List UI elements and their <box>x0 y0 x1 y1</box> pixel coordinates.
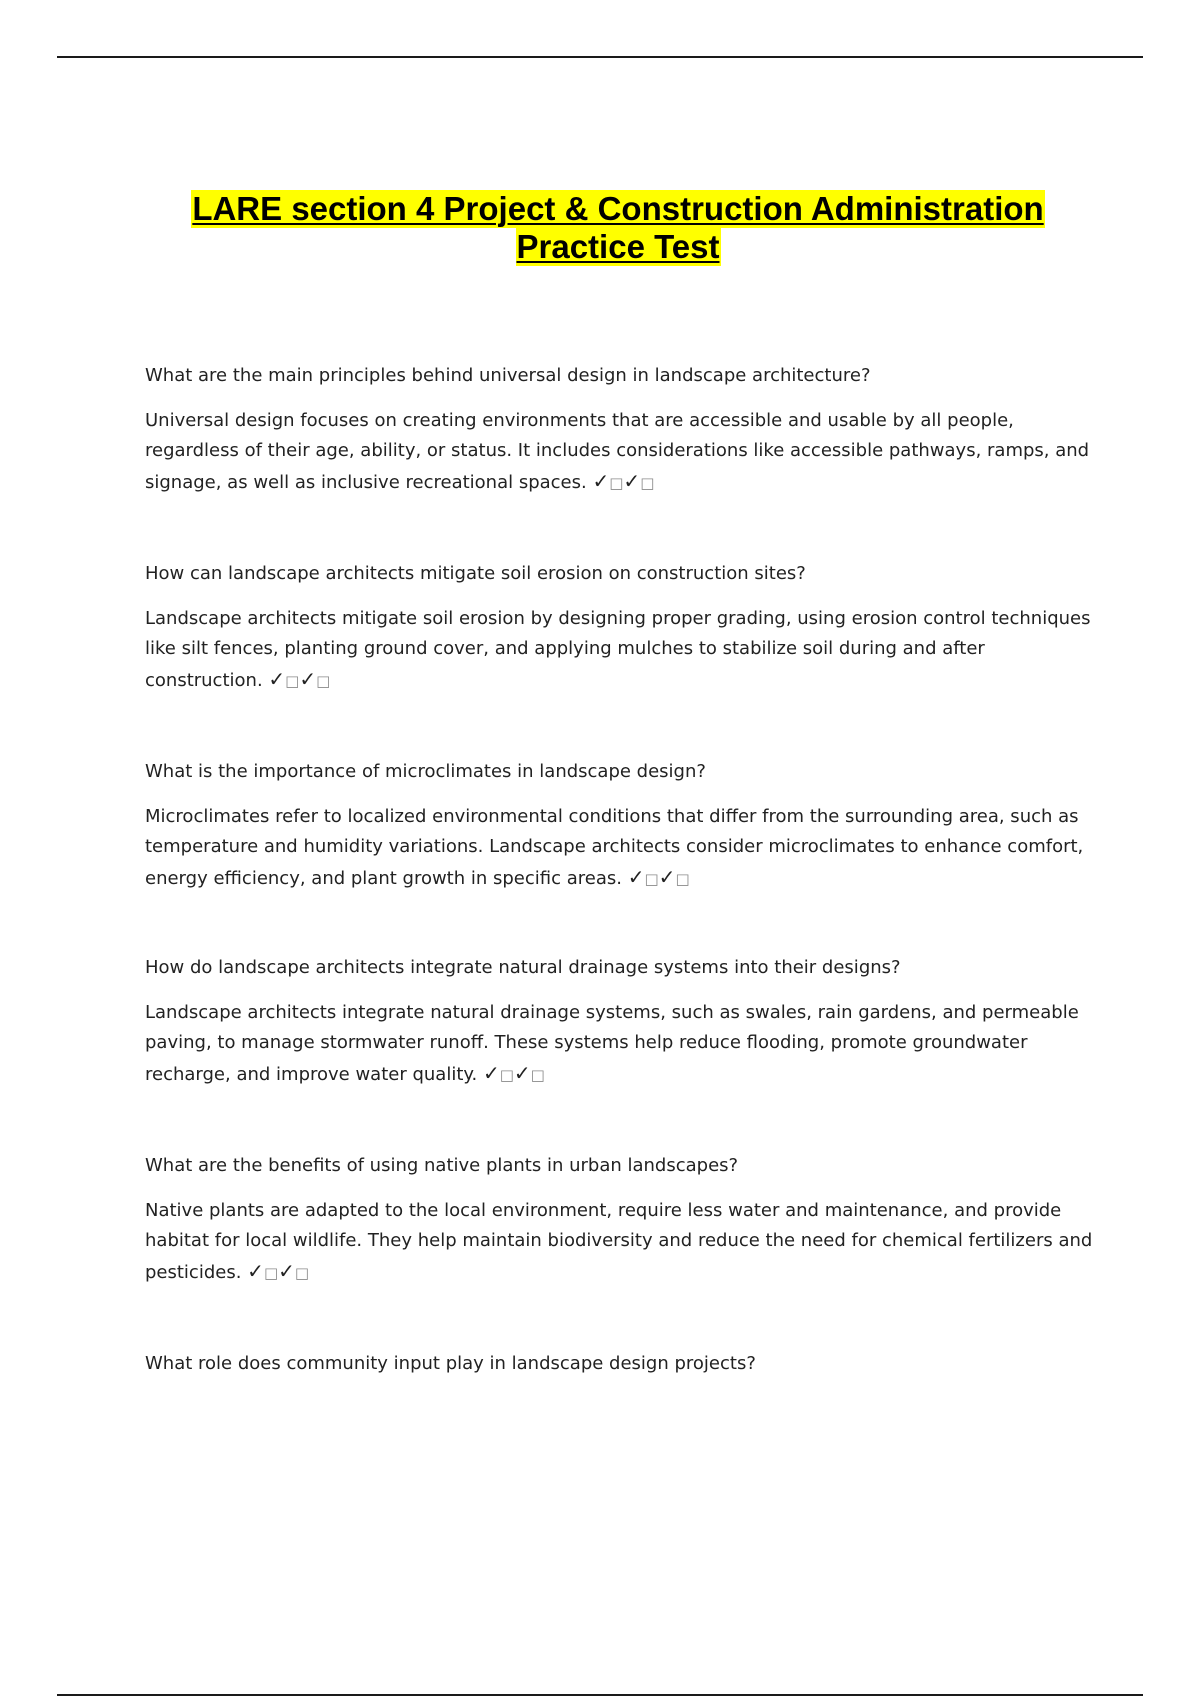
answer-text <box>145 604 1095 696</box>
question-text: What role does community input play in landscape design projects? <box>145 1353 756 1374</box>
document-title <box>0 190 1200 266</box>
question-text: What is the importance of microclimates in landscape design? <box>145 761 706 782</box>
question-text: How do landscape architects integrate natural drainage systems into their designs? <box>145 957 901 978</box>
qa-item-2 <box>145 562 1095 696</box>
footer-rule <box>57 1694 1143 1696</box>
box-icon: □ <box>530 1066 545 1084</box>
check-marks <box>268 667 331 691</box>
qa-item-4 <box>145 956 1095 1090</box>
check-icon: ✓ <box>592 469 610 493</box>
check-marks <box>592 469 655 493</box>
qa-item-5 <box>145 1154 1095 1288</box>
box-icon: □ <box>499 1066 514 1084</box>
check-icon: ✓ <box>513 1061 531 1085</box>
box-icon: □ <box>644 870 659 888</box>
answer-text <box>145 998 1095 1090</box>
check-marks <box>482 1061 545 1085</box>
check-icon: ✓ <box>658 865 676 889</box>
box-icon: □ <box>675 870 690 888</box>
question-text: How can landscape architects mitigate soil erosion on construction sites? <box>145 563 806 584</box>
check-marks <box>627 865 690 889</box>
answer-body: Universal design focuses on creating environments that are accessible and usable by all people, regardless of their age, ability, or status. It includes considerations like accessible pathways, ramps, and signage, as well as inclusive recreational spaces. <box>145 410 1090 493</box>
check-icon: ✓ <box>268 667 286 691</box>
answer-body: Landscape architects integrate natural drainage systems, such as swales, rain gardens, and permeable paving, to manage stormwater runoff. These systems help reduce flooding, promote groundwater recharge, and improve water quality. <box>145 1002 1079 1085</box>
check-icon: ✓ <box>247 1259 264 1283</box>
box-icon: □ <box>640 474 655 492</box>
check-icon: ✓ <box>278 1259 295 1283</box>
qa-item-3 <box>145 760 1095 894</box>
box-icon: □ <box>285 672 300 690</box>
question-text: What are the benefits of using native plants in urban landscapes? <box>145 1155 739 1176</box>
answer-text <box>145 406 1095 498</box>
answer-body: Microclimates refer to localized environmental conditions that differ from the surrounding area, such as temperature and humidity variations. Landscape architects consider microclimates to enhance comfort, energy efficiency, and plant growth in specific areas. <box>145 806 1084 889</box>
qa-item-6 <box>145 1352 1095 1376</box>
check-icon: ✓ <box>623 469 641 493</box>
qa-item-1 <box>145 364 1095 498</box>
title-line-1: LARE section 4 Project & Construction Administration <box>192 190 1044 227</box>
header-rule <box>57 56 1143 58</box>
check-icon: ✓ <box>299 667 317 691</box>
box-icon: □ <box>294 1264 310 1282</box>
box-icon: □ <box>609 474 624 492</box>
check-icon: ✓ <box>482 1061 500 1085</box>
box-icon: □ <box>316 672 331 690</box>
title-line-2: Practice Test <box>516 228 720 265</box>
check-icon: ✓ <box>627 865 645 889</box>
box-icon: □ <box>263 1264 279 1282</box>
check-marks <box>247 1259 310 1283</box>
answer-body: Landscape architects mitigate soil erosion by designing proper grading, using erosion control techniques like silt fences, planting ground cover, and applying mulches to stabilize soil during and after construction. <box>145 608 1091 691</box>
answer-text <box>145 802 1095 894</box>
question-text: What are the main principles behind universal design in landscape architecture? <box>145 365 871 386</box>
answer-text <box>145 1196 1095 1288</box>
answer-body: Native plants are adapted to the local environment, require less water and maintenance, and provide habitat for local wildlife. They help maintain biodiversity and reduce the need for chemical fertilizers and pesticides. <box>145 1200 1093 1283</box>
